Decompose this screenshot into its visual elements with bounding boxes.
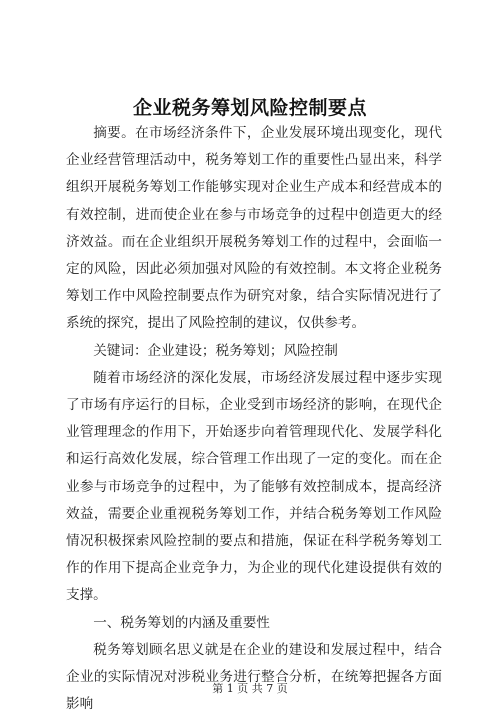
- intro-paragraph: 随着市场经济的深化发展，市场经济发展过程中逐步实现了市场有序运行的目标，企业受到市场经济的影响，在现代企业管理理念的作用下，开始逐步向着管理现代化、发展学科化和运行高效化发展，综合管理工作出现了一定的变化。而在企业参与市场竞争的过程中，为了能够有效控制成本，提高经济效益，需要企业重视税务筹划工作，并结合税务筹划工作风险情况积极探索风险控制的要点和措施，保证在科学税务筹划工作的作用下提高企业竞争力，为企业的现代化建设提供有效的支撑。: [66, 369, 442, 604]
- section-heading: 一、税务筹划的内涵及重要性: [93, 614, 270, 631]
- page-footer: 第 1 页 共 7 页: [212, 682, 288, 695]
- document-title: 企业税务筹划风险控制要点: [132, 97, 367, 119]
- section-paragraph: 税务筹划顾名思义就是在企业的建设和发展过程中，结合企业的实际情况对涉税业务进行整合分析，在统筹把握各方面影响: [66, 641, 442, 713]
- document-body: [66, 120, 442, 718]
- keywords-paragraph: 关键词：企业建设；税务筹划；风险控制: [93, 342, 338, 359]
- abstract-paragraph: 摘要。在市场经济条件下，企业发展环境出现变化，现代企业经营管理活动中，税务筹划工作的重要性凸显出来，科学组织开展税务筹划工作能够实现对企业生产成本和经营成本的有效控制，进而使企业在参与市场竞争的过程中创造更大的经济效益。而在企业组织开展税务筹划工作的过程中，会面临一定的风险，因此必须加强对风险的有效控制。本文将企业税务筹划工作中风险控制要点作为研究对象，结合实际情况进行了系统的探究，提出了风险控制的建议，仅供参考。: [66, 125, 442, 332]
